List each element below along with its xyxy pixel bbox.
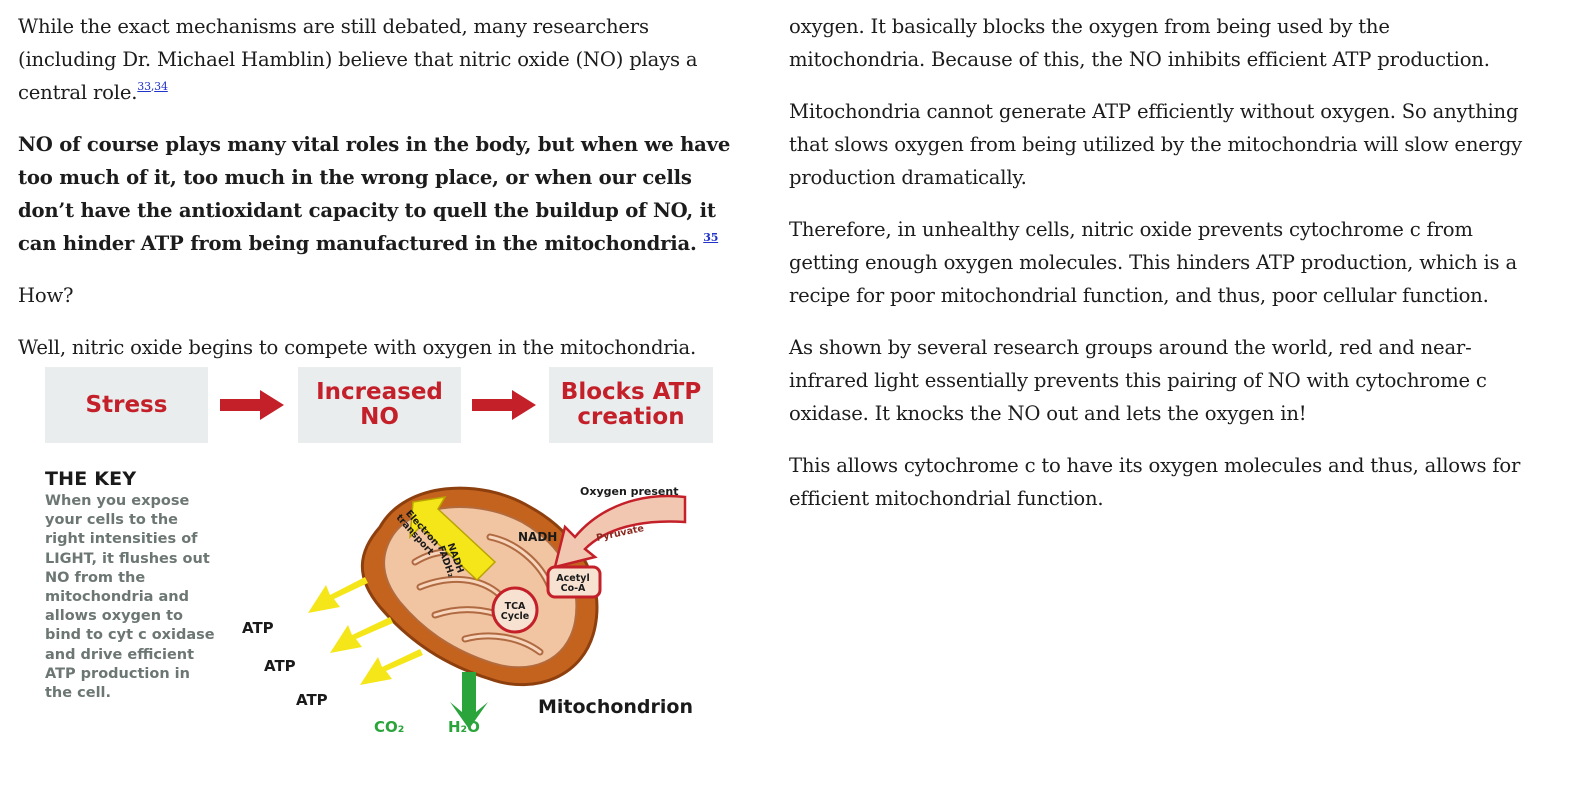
reference-link-33[interactable]: 33 (137, 80, 151, 93)
label-atp: ATP (242, 619, 274, 637)
label-electron-transport: Electron transport (393, 508, 442, 558)
paragraph-atp-oxygen: Mitochondria cannot generate ATP efficiently without oxygen. So anything that slows oxygen from being utilized by the mitochondria will slow energy production dramatically. (789, 100, 1523, 189)
label-acetyl-coa: Acetyl Co-A (556, 573, 590, 594)
reference-links: 33,34 (137, 80, 168, 93)
paragraph-unhealthy-cells: Therefore, in unhealthy cells, nitric oxide prevents cytochrome c from getting enough oxygen molecules. This hinders ATP production, which is a recipe for poor mitochondrial function, and thus, poor cellular function. (789, 218, 1517, 307)
mitochondria-infographic (40, 362, 720, 752)
label-atp: ATP (296, 691, 328, 709)
label-nadh-fadh: NADH FADH₂ (435, 541, 466, 579)
paragraph-efficient-function: This allows cytochrome c to have its oxygen molecules and thus, allows for efficient mitochondrial function. (789, 454, 1521, 510)
flow-box-stress: Stress (45, 367, 208, 443)
label-pyruvate: Pyruvate (595, 523, 645, 544)
label-atp: ATP (264, 657, 296, 675)
article-right-column (789, 10, 1529, 534)
flow-box-blocks-atp: Blocks ATP creation (549, 367, 713, 443)
flow-box-increased-no: Increased NO (298, 367, 461, 443)
reference-link-35[interactable]: 35 (703, 231, 719, 244)
paragraph-mechanisms: While the exact mechanisms are still debated, many researchers (including Dr. Michael Hamblin) believe that nitric oxide (NO) plays a central role.$^{33,34}$ (18, 15, 698, 104)
label-tca-cycle: TCA Cycle (500, 601, 530, 622)
label-co2: CO₂ (374, 718, 405, 736)
flow-arrow-icon (220, 390, 284, 420)
paragraph-blocks-oxygen: oxygen. It basically blocks the oxygen from being used by the mitochondria. Because of this, the NO inhibits efficient ATP production. (789, 15, 1490, 71)
paragraph-compete: Well, nitric oxide begins to compete with oxygen in the mitochondria. (18, 336, 697, 359)
key-description: When you expose your cells to the right intensities of LIGHT, it flushes out NO from the mitochondria and allows oxygen to bind to cyt c oxidase and drive efficient ATP production in the cell. (45, 493, 215, 702)
paragraph-red-light: As shown by several research groups around the world, red and near-infrared light essentially prevents this pairing of NO with cytochrome c oxidase. It knocks the NO out and lets the oxygen in! (789, 336, 1487, 425)
label-oxygen-present: Oxygen present (580, 485, 679, 498)
label-nadh: NADH (518, 530, 558, 544)
label-mitochondrion: Mitochondrion (538, 696, 693, 718)
key-title: THE KEY (45, 468, 137, 490)
flow-arrow-icon (472, 390, 536, 420)
paragraph-how: How? (18, 284, 74, 307)
reference-link-34[interactable]: 34 (154, 80, 168, 93)
paragraph-no-roles: NO of course plays many vital roles in the body, but when we have too much of it, too much in the wrong place, or when our cells don’t have the antioxidant capacity to quell the buildup of NO, it can hinder ATP from being manufactured in the mitochondria. $^{35}$ (18, 133, 731, 255)
label-h2o: H₂O (448, 718, 480, 736)
article-left-column (18, 10, 738, 383)
